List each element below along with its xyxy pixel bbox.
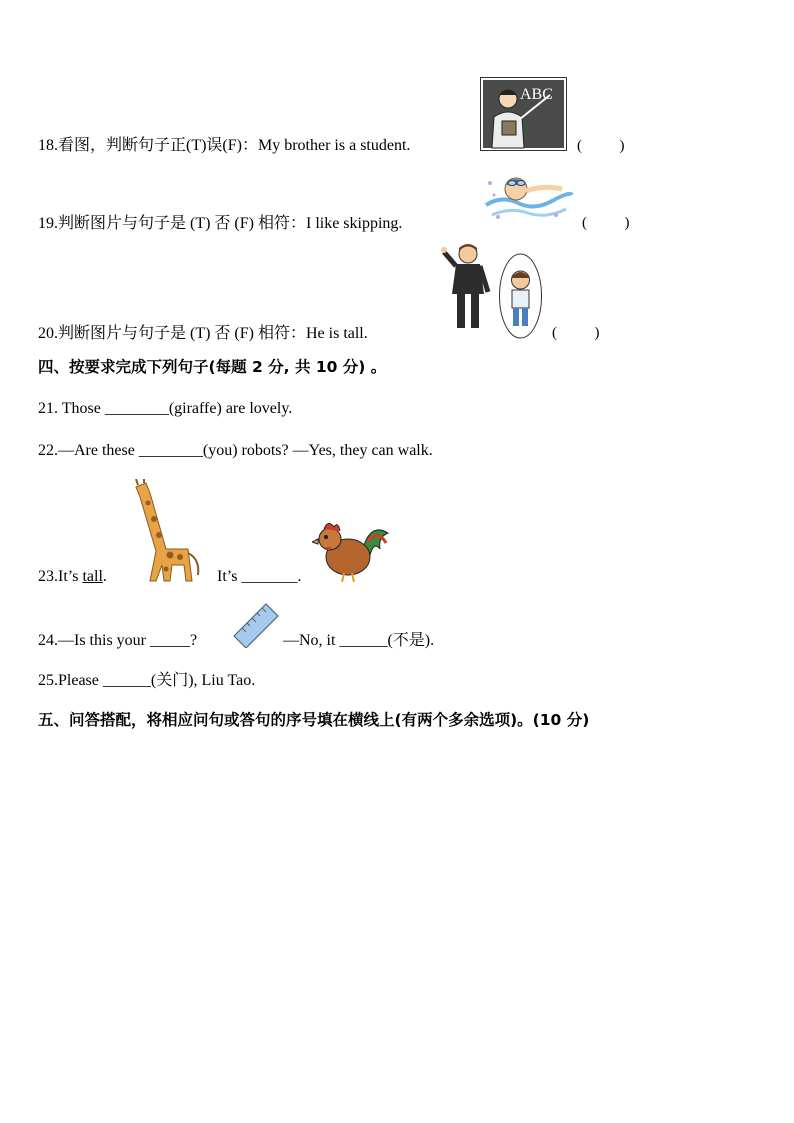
question-22: 22.—Are these ________(you) robots? —Yes, they can walk. — [38, 442, 433, 459]
underlined-word: tall — [82, 568, 103, 585]
swimmer-icon — [482, 167, 574, 225]
section-5-title: 五、问答搭配，将相应问句或答句的序号填在横线上(有两个多余选项)。(10 分) — [38, 711, 590, 729]
teacher-blackboard-icon — [480, 77, 567, 151]
answer-paren-19: ( ) — [582, 215, 630, 231]
board-text: ABC — [520, 86, 553, 103]
question-25: 25.Please ______(关门), Liu Tao. — [38, 672, 256, 689]
question-19: 19.判断图片与句子是 (T) 否 (F) 相符：I like skipping. — [38, 215, 403, 232]
rooster-icon — [312, 515, 390, 583]
ruler-icon — [232, 600, 280, 648]
question-18: 18.看图，判断句子正(T)误(F)：My brother is a student. — [38, 137, 411, 154]
question-24-answer: —No, it ______(不是). — [283, 632, 435, 649]
question-23-blank: It’s _______. — [217, 568, 302, 585]
question-24: 24.—Is this your _____? — [38, 632, 198, 649]
question-23: 23.It’s tall. — [38, 568, 107, 585]
answer-paren-18: ( ) — [577, 138, 625, 154]
short-boy-icon — [498, 252, 543, 340]
question-21: 21. Those ________(giraffe) are lovely. — [38, 400, 293, 417]
giraffe-icon — [126, 479, 206, 583]
answer-paren-20: ( ) — [552, 325, 600, 341]
section-4-title: 四、按要求完成下列句子(每题 2 分, 共 10 分) 。 — [38, 358, 387, 376]
tall-man-icon — [440, 242, 494, 332]
question-20: 20.判断图片与句子是 (T) 否 (F) 相符：He is tall. — [38, 325, 368, 342]
